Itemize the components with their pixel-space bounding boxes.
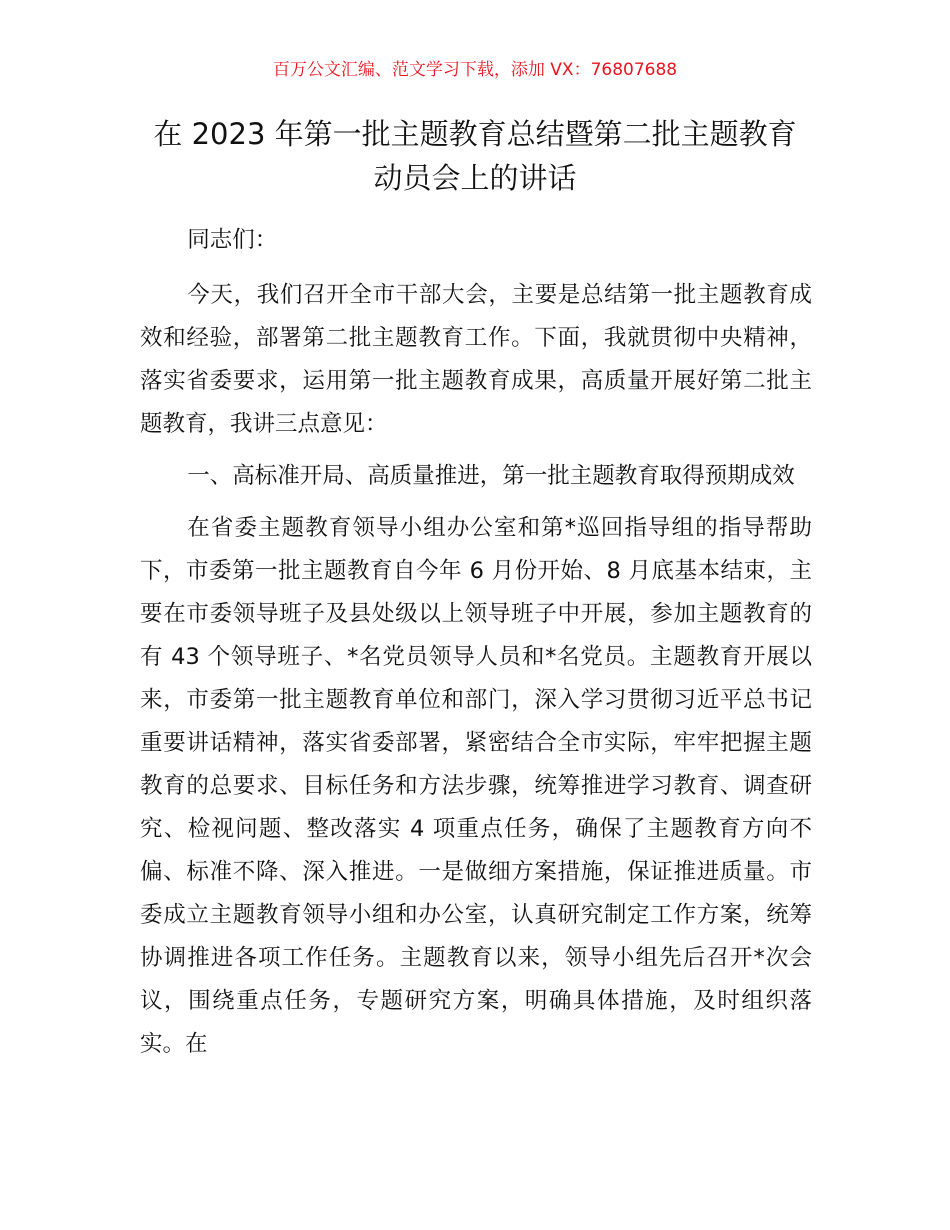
salutation: 同志们： (187, 227, 278, 253)
paragraph-intro: 今天，我们召开全市干部大会，主要是总结第一批主题教育成效和经验，部署第二批主题教育工作。下面，我就贯彻中央精神，落实省委要求，运用第一批主题教育成果，高质量开展好第二批主题教育，我讲三点意见： (140, 282, 812, 437)
watermark-header: 百万公文汇编、范文学习下载，添加 VX：76807688 (272, 60, 678, 80)
paragraph-section-1-body: 在省委主题教育领导小组办公室和第*巡回指导组的指导帮助下，市委第一批主题教育自今年 6 月份开始、8 月底基本结束，主要在市委领导班子及县处级以上领导班子中开展，参加主题教育的有 43 个领导班子、*名党员领导人员和*名党员。主题教育开展以来，市委第一批主题教育单位和部门，深入学习贯彻习近平总书记重要讲话精神，落实省委部署，紧密结合全市实际，牢牢把握主题教育的总要求、目标任务和方法步骤，统筹推进学习教育、调查研究、检视问题、整改落实 4 项重点任务，确保了主题教育方向不偏、标准不降、深入推进。一是做细方案措施，保证推进质量。市委成立主题教育领导小组和办公室，认真研究制定工作方案，统筹协调推进各项工作任务。主题教育以来，领导小组先后召开*次会议，围绕重点任务，专题研究方案，明确具体措施，及时组织落实。在 (140, 515, 812, 1057)
document-body (140, 219, 812, 1075)
section-heading-1: 一、高标准开局、高质量推进，第一批主题教育取得预期成效 (187, 463, 795, 489)
document-title: 在 2023 年第一批主题教育总结暨第二批主题教育动员会上的讲话 (153, 117, 797, 195)
